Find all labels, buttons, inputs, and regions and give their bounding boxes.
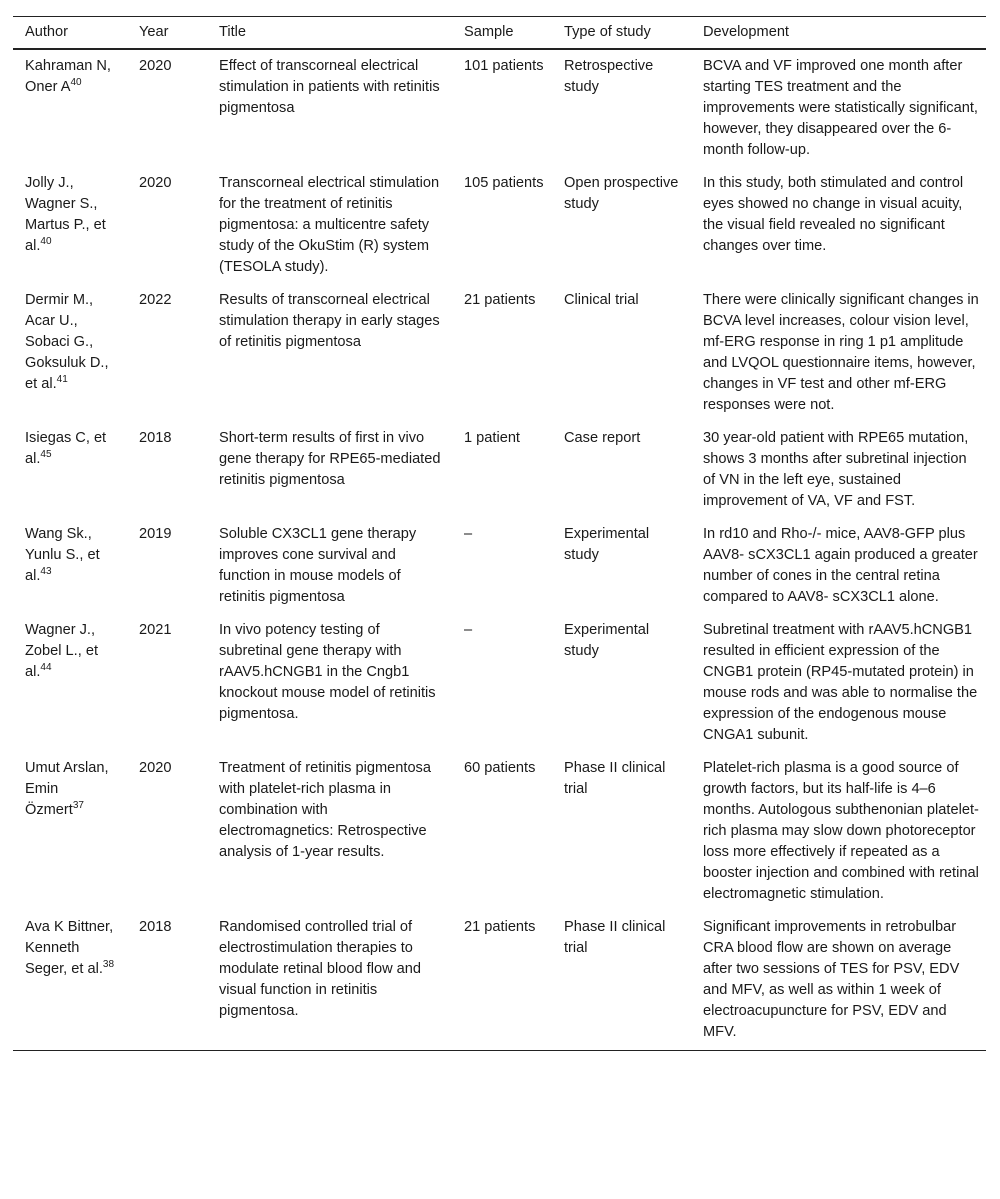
header-year: Year bbox=[127, 17, 207, 50]
cell-type: Experimental study bbox=[564, 526, 650, 563]
reference-number: 41 bbox=[56, 374, 68, 386]
cell-title: In vivo potency testing of subretinal gene therapy with rAAV5.hCNGB1 in the Cngb1 knockout mouse model of retinitis pigmentosa. bbox=[219, 622, 436, 722]
cell-title: Transcorneal electrical stimulation for the treatment of retinitis pigmentosa: a multicentre safety study of the OkuStim (R) system (TESOLA study). bbox=[219, 175, 440, 275]
studies-table bbox=[13, 16, 986, 1051]
cell-development: Subretinal treatment with rAAV5.hCNGB1 resulted in efficient expression of the CNGB1 protein (RP45-mutated protein) in mouse rods and was able to normalise the expression of the endogenous mouse CNGA1 subunit. bbox=[703, 622, 978, 743]
cell-sample: 60 patients bbox=[464, 760, 536, 776]
cell-development: In this study, both stimulated and control eyes showed no change in visual acuity, the visual field revealed no significant changes over time. bbox=[703, 175, 964, 254]
cell-year: 2020 bbox=[139, 175, 172, 191]
table-row bbox=[13, 49, 986, 167]
table-row bbox=[13, 911, 986, 1051]
table-row bbox=[13, 752, 986, 911]
cell-title: Results of transcorneal electrical stimulation therapy in early stages of retinitis pigmentosa bbox=[219, 292, 440, 350]
cell-sample: – bbox=[464, 526, 473, 542]
cell-author: Umut Arslan, Emin Özmert$^{37}$ bbox=[25, 760, 109, 818]
cell-type: Phase II clinical trial bbox=[564, 760, 666, 797]
header-type-of-study: Type of study bbox=[552, 17, 691, 50]
cell-development: Significant improvements in retrobulbar CRA blood flow are shown on average after two sessions of TES for PSV, EDV and MFV, as well as within 1 week of electroacupuncture for PSV, EDV and MFV. bbox=[691, 911, 986, 1051]
cell-sample: – bbox=[464, 622, 473, 638]
table-row bbox=[13, 422, 986, 518]
cell-year: 2022 bbox=[139, 292, 172, 308]
cell-year: 2020 bbox=[139, 58, 172, 74]
cell-author: Kahraman N, Oner $A^{40}$ bbox=[25, 58, 111, 95]
cell-author: Dermir M., Acar U., Sobaci G., Goksuluk D., et al.$^{41}$ bbox=[25, 292, 109, 392]
cell-type: Open prospective study bbox=[564, 175, 679, 212]
cell-title: Short-term results of first in vivo gene therapy for RPE65-mediated retinitis pigmentosa bbox=[219, 430, 441, 488]
cell-year: 2018 bbox=[127, 911, 207, 1051]
cell-title: Randomised controlled trial of electrostimulation therapies to modulate retinal blood flow and visual function in retinitis pigmentosa. bbox=[207, 911, 452, 1051]
table-row bbox=[13, 284, 986, 422]
cell-type: Experimental study bbox=[564, 622, 650, 659]
cell-type: Retrospective study bbox=[564, 58, 654, 95]
reference-number: 44 bbox=[40, 662, 52, 674]
cell-author: Wang Sk., Yunlu S., et al.$^{43}$ bbox=[25, 526, 100, 584]
cell-sample: 21 patients bbox=[464, 292, 536, 308]
cell-development: Platelet-rich plasma is a good source of growth factors, but its half-life is 4–6 months. Autologous subthenonian platelet-rich plasma may slow down photoreceptor loss more effectively if repeated as a booster injection and combined with retinal electromagnetic stimulation. bbox=[703, 760, 979, 902]
table-row bbox=[13, 614, 986, 752]
cell-development: 30 year-old patient with RPE65 mutation, shows 3 months after subretinal injection of VN in the left eye, sustained improvement of VA, VF and FST. bbox=[703, 430, 969, 509]
cell-title: Soluble CX3CL1 gene therapy improves cone survival and function in mouse models of retinitis pigmentosa bbox=[219, 526, 417, 605]
cell-author: Jolly J., Wagner S., Martus P., et al.$^{40}$ bbox=[25, 175, 106, 254]
table-body bbox=[13, 49, 986, 1051]
header-title: Title bbox=[207, 17, 452, 50]
cell-sample: 21 patients bbox=[452, 911, 552, 1051]
cell-title: Effect of transcorneal electrical stimulation in patients with retinitis pigmentosa bbox=[219, 58, 440, 116]
cell-development: In rd10 and Rho-/- mice, AAV8-GFP plus AAV8- sCX3CL1 again produced a greater number of cones in the central retina compared to AAV8- sCX3CL1 alone. bbox=[703, 526, 978, 605]
table-row bbox=[13, 518, 986, 614]
reference-number: 38 bbox=[102, 959, 115, 971]
cell-title: Treatment of retinitis pigmentosa with platelet-rich plasma in combination with electromagnetics: Retrospective analysis of 1-year results. bbox=[219, 760, 431, 860]
reference-number: 40 bbox=[40, 236, 52, 248]
cell-development: BCVA and VF improved one month after starting TES treatment and the improvements were statistically significant, however, they disappeared over the 6-month follow-up. bbox=[703, 58, 978, 158]
cell-type: Clinical trial bbox=[564, 292, 639, 308]
reference-number: 45 bbox=[40, 449, 52, 461]
cell-sample: 1 patient bbox=[464, 430, 520, 446]
cell-author: Ava K Bittner, Kenneth Seger, et al.$^{38}$ bbox=[13, 911, 127, 1051]
header-row bbox=[13, 17, 986, 50]
reference-number: 37 bbox=[72, 800, 84, 812]
header-author: Author bbox=[13, 17, 127, 50]
cell-year: 2021 bbox=[139, 622, 172, 638]
cell-author: Isiegas C, et al.$^{45}$ bbox=[25, 430, 107, 467]
table-header bbox=[13, 17, 986, 50]
cell-sample: 105 patients bbox=[464, 175, 544, 191]
reference-number: 40 bbox=[70, 77, 82, 89]
cell-author: Wagner J., Zobel L., et al.$^{44}$ bbox=[25, 622, 99, 680]
cell-type: Phase II clinical trial bbox=[552, 911, 691, 1051]
table-row bbox=[13, 167, 986, 284]
cell-year: 2019 bbox=[139, 526, 172, 542]
cell-development: There were clinically significant changes in BCVA level increases, colour vision level, mf-ERG response in ring 1 p1 amplitude and LVQOL questionnaire items, however, changes in VF test and other mf-ERG responses were not. bbox=[703, 292, 979, 413]
cell-year: 2020 bbox=[139, 760, 172, 776]
reference-number: 43 bbox=[40, 566, 52, 578]
cell-type: Case report bbox=[564, 430, 641, 446]
header-sample: Sample bbox=[452, 17, 552, 50]
header-development: Development bbox=[691, 17, 986, 50]
cell-sample: 101 patients bbox=[464, 58, 544, 74]
cell-year: 2018 bbox=[139, 430, 172, 446]
